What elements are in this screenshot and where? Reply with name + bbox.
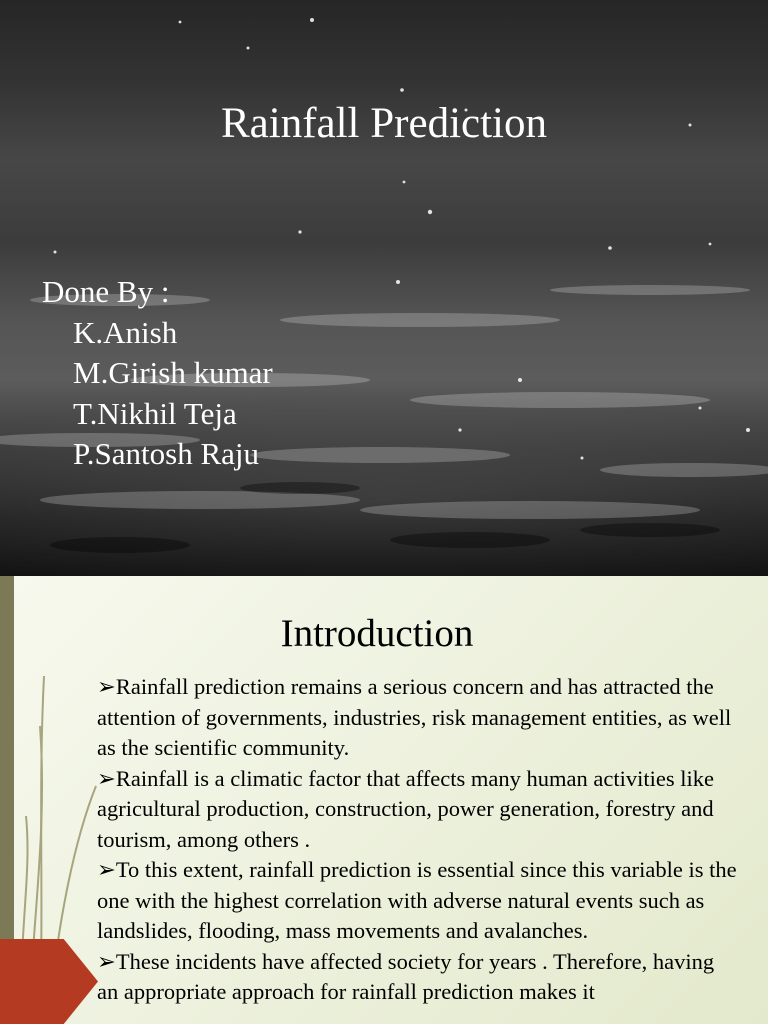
member-name: K.Anish — [73, 314, 178, 350]
member-name: M.Girish kumar — [73, 355, 273, 390]
bullet-item: ➢Rainfall is a climatic factor that affects many human activities like agricultural production, construction, power generation, forestry and tourism, among others . — [97, 765, 714, 852]
authors-block — [42, 272, 273, 475]
slide-heading: Introduction — [280, 612, 474, 655]
member-name: P.Santosh Raju — [73, 436, 260, 471]
done-by-label: Done By : — [42, 274, 170, 309]
introduction-slide — [0, 576, 768, 1024]
slide-title: Rainfall Prediction — [220, 100, 547, 147]
bullet-list — [97, 672, 737, 1008]
member-name: T.Nikhil Teja — [73, 395, 237, 431]
bullet-item: ➢Rainfall prediction remains a serious concern and has attracted the attention of governments, industries, risk management entities, as well as the scientific community. — [97, 674, 732, 760]
bullet-item: ➢These incidents have affected society for years . Therefore, having an appropriate approach for rainfall prediction makes it — [97, 948, 715, 1004]
bullet-item: ➢To this extent, rainfall prediction is essential since this variable is the one with the highest correlation with adverse natural events such as landslides, flooding, mass movements and avalanches. — [97, 857, 737, 943]
